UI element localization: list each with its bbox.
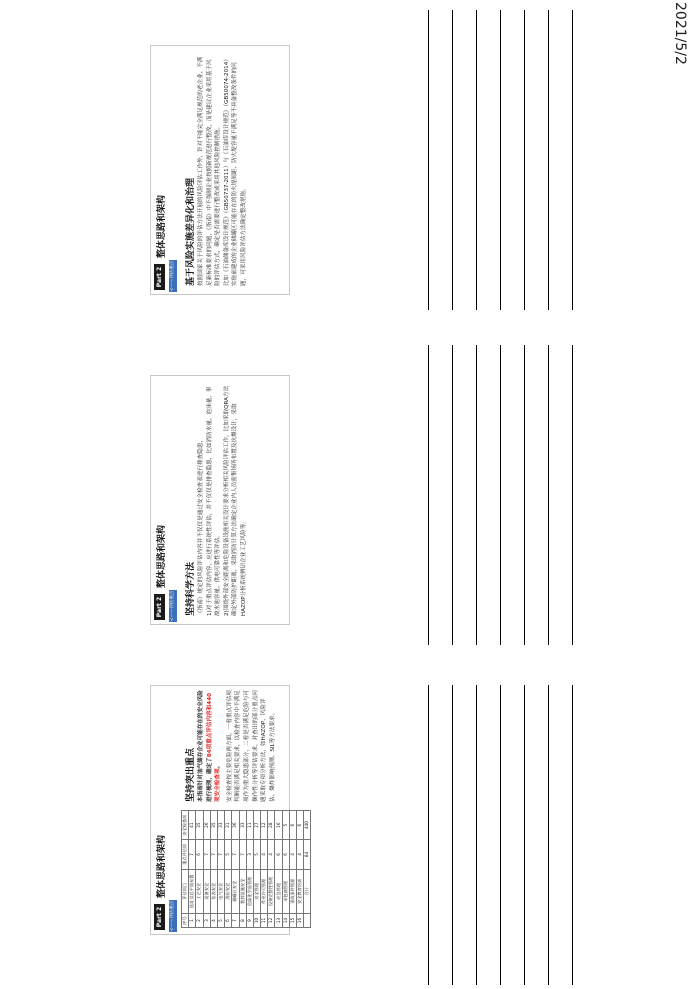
table-cell: 承包商管理: [282, 869, 289, 914]
section-subhead: <——评估重点: [170, 900, 175, 932]
table-cell: 7: [232, 914, 239, 928]
table-row: [232, 811, 239, 928]
table-cell: 安全管理: [253, 869, 260, 914]
table-row: [196, 811, 203, 928]
table-cell: 6: [225, 914, 232, 928]
table-cell: 12: [261, 811, 268, 840]
table-row: [225, 811, 232, 928]
table-cell: 2: [196, 914, 203, 928]
table-cell: 16: [275, 811, 282, 840]
table-row: [210, 811, 217, 928]
part-badge: Part 2: [154, 264, 165, 290]
slide-heading: 坚持科学方法: [186, 561, 196, 616]
table-cell: 5: [282, 811, 289, 840]
table-cell: 36: [232, 811, 239, 840]
table-cell: 13: [275, 914, 282, 928]
table-cell: 7: [189, 840, 196, 869]
table-cell: 应急管理: [275, 869, 282, 914]
note-line: [548, 345, 549, 645]
table-cell: 1: [189, 914, 196, 928]
table-cell: 440: [304, 811, 311, 840]
note-line: [524, 345, 525, 645]
table-cell: 安全教育培训: [297, 869, 304, 914]
note-line: [524, 685, 525, 985]
note-line: [452, 345, 453, 645]
note-line: [548, 10, 549, 310]
table-cell: 6: [282, 840, 289, 869]
table-cell: 装卸设施安全: [239, 869, 246, 914]
table-cell: [304, 914, 311, 928]
notes-lines-2: [428, 345, 578, 645]
slide-1: [150, 685, 310, 935]
note-line: [524, 10, 525, 310]
note-line: [548, 685, 549, 985]
intro-highlight: 84项重点评估内容和440项安全检查项: [206, 693, 222, 802]
table-cell: 设备安全: [203, 869, 210, 914]
note-line: [500, 685, 501, 985]
table-cell: 7: [203, 840, 210, 869]
table-cell: 5: [225, 840, 232, 869]
slide-body: [197, 690, 277, 802]
table-header-cell: 序号: [182, 914, 189, 928]
note-line: [428, 10, 429, 310]
note-line: [428, 345, 429, 645]
slide-heading: 坚持突出重点: [186, 747, 196, 802]
note-line: [572, 10, 573, 310]
table-cell: 7: [217, 840, 224, 869]
table-row: [217, 811, 224, 928]
table-cell: 仪表安全: [210, 869, 217, 914]
table-cell: 作业许可管理: [261, 869, 268, 914]
table-cell: 事故事件管理: [289, 869, 296, 914]
table-cell: 4: [297, 840, 304, 869]
table-cell: 11: [246, 811, 253, 840]
table-cell: 35: [210, 811, 217, 840]
note-line: [452, 10, 453, 310]
note-line: [476, 345, 477, 645]
table-cell: 27: [253, 811, 260, 840]
table-row: [282, 811, 289, 928]
table-row: [289, 811, 296, 928]
note-line: [572, 685, 573, 985]
table-cell: 33: [239, 811, 246, 840]
table-row: [239, 811, 246, 928]
table-row: [261, 811, 268, 928]
table-cell: 15: [289, 914, 296, 928]
table-cell: 电气安全: [217, 869, 224, 914]
table-row: [189, 811, 196, 928]
table-cell: 33: [217, 811, 224, 840]
table-cell: 消防安全: [225, 869, 232, 914]
table-cell: 21: [225, 811, 232, 840]
table-cell: 16: [297, 914, 304, 928]
table-row: [203, 811, 210, 928]
note-line: [476, 10, 477, 310]
table-header-cell: 评估项目: [182, 869, 189, 914]
slide-body: [197, 54, 249, 286]
note-line: [476, 685, 477, 985]
note-line: [500, 345, 501, 645]
note-line: [428, 685, 429, 985]
slide-title: 整体思路和架构: [157, 834, 167, 898]
note-line: [452, 685, 453, 985]
table-cell: 28: [268, 811, 275, 840]
part-badge: Part 2: [154, 594, 165, 620]
table-cell: 6: [289, 811, 296, 840]
table-cell: 工艺安全: [196, 869, 203, 914]
table-cell: 选址及总平面布置: [189, 869, 196, 914]
table-cell: 9: [246, 914, 253, 928]
table-row: [268, 811, 275, 928]
table-cell: 储罐区安全: [232, 869, 239, 914]
table-cell: 12: [268, 914, 275, 928]
note-line: [500, 10, 501, 310]
table-cell: 11: [261, 914, 268, 928]
table-cell: 3: [246, 840, 253, 869]
notes-lines-1: [428, 10, 578, 310]
slide-2: [150, 375, 290, 625]
intro-paragraph: [197, 690, 223, 802]
table-cell: 合计: [304, 869, 311, 914]
table-cell: 6: [275, 840, 282, 869]
table-cell: 危险化学品管理: [246, 869, 253, 914]
table-header-cell: 安全检查项: [182, 811, 189, 840]
body-paragraph-2: 比如《石油储备库设计规范》（GB50737-2011）与《石油库设计规范》（GB50074-2014）实施前建成的企业储罐区可能存在的防火堤间距、防火堤容量不满足等不具备整改条件的问题，可采用风险评估方法确定整改措施。: [223, 56, 247, 286]
intro-bold: 本指南针对油气储存企业可能存在的安全风险进行梳理，确定了: [198, 690, 213, 802]
table-cell: 5: [217, 914, 224, 928]
body-paragraph-2: 1)对于重点评估内容，应进行系统性评估，并不仅仅是排查隐患，比如消防水量、泡沫量、事故水池容量、供电可靠性等评估。: [206, 386, 222, 616]
table-cell: 26: [203, 811, 210, 840]
intro-end: 。: [215, 762, 222, 769]
table-cell: 4: [261, 840, 268, 869]
table-cell: 8: [239, 914, 246, 928]
table-cell: 7: [232, 840, 239, 869]
part-badge: Part 2: [154, 904, 165, 930]
table-cell: 10: [253, 914, 260, 928]
table-row: [246, 811, 253, 928]
table-cell: 84: [304, 840, 311, 869]
table-cell: 设备完整性管理: [268, 869, 275, 914]
table-cell: 41: [189, 811, 196, 840]
section-subhead: <——评估重点: [170, 260, 175, 292]
table-row: [275, 811, 282, 928]
slide-title: 整体思路和架构: [157, 194, 167, 258]
body-paragraph-1: 按照国家关于风险的评估方法开展的风险评估工作外，针对不能完全满足规范的老企业、不满足新标准要求的问题，《指南》中不强制企业按照新规范进行整改，而是建议企业采用基于风险的评估方式，确定是否需要进行整改或采用其他风险控制措施。: [198, 56, 222, 286]
section-subhead: <——评估重点: [170, 590, 175, 622]
print-date: 2021/5/2: [672, 2, 688, 65]
table-cell: 3: [203, 914, 210, 928]
table-cell: 14: [282, 914, 289, 928]
slide-title: 整体思路和架构: [157, 524, 167, 588]
table-cell: 4: [210, 914, 217, 928]
table-row: [297, 811, 304, 928]
note-line: [572, 345, 573, 645]
table-header-row: [182, 811, 189, 928]
body-paragraph-3: 2)围绕外部安全距离和危险设备设施相关设计要求分析相关风险评估工作，比如采取QRA方法确定外部防护距离，采取消防计算方法确定企业内人员密集场所布置及抗爆设计，采取HAZOP分析系统辨识企业工艺风险等。: [223, 385, 247, 616]
notes-lines-3: [428, 685, 578, 985]
table-cell: 6: [297, 811, 304, 840]
table-cell: 4: [289, 840, 296, 869]
table-header-cell: 重点评估项: [182, 840, 189, 869]
table-cell: 35: [196, 811, 203, 840]
table-row: [304, 811, 311, 928]
table-row: [253, 811, 260, 928]
table-cell: 4: [268, 840, 275, 869]
body-paragraph-1: 《指南》规定的风险评估内容并不仅仅是通过安全检查表进行排查隐患，: [198, 436, 204, 616]
slide-3: [150, 45, 290, 295]
table-cell: 7: [239, 840, 246, 869]
slide-body: [197, 384, 249, 616]
slide-heading: 基于风险实施差异化和治理: [186, 177, 196, 286]
table-cell: 7: [210, 840, 217, 869]
assessment-table: [181, 810, 311, 928]
table-cell: 5: [253, 840, 260, 869]
detail-paragraph: 安全检查按主要危险两方面，一看重点评估项判断能否满足相关要求，以检查内容中不满足项作为重大隐患部分，二看是否满足危险与可操作性分析等评估要求，对查出的部分重点问题采取专项分析方法，如HAZOP、风险评估、爆炸影响预测、SIL等方法要求。: [226, 690, 276, 802]
table-cell: 6: [196, 840, 203, 869]
